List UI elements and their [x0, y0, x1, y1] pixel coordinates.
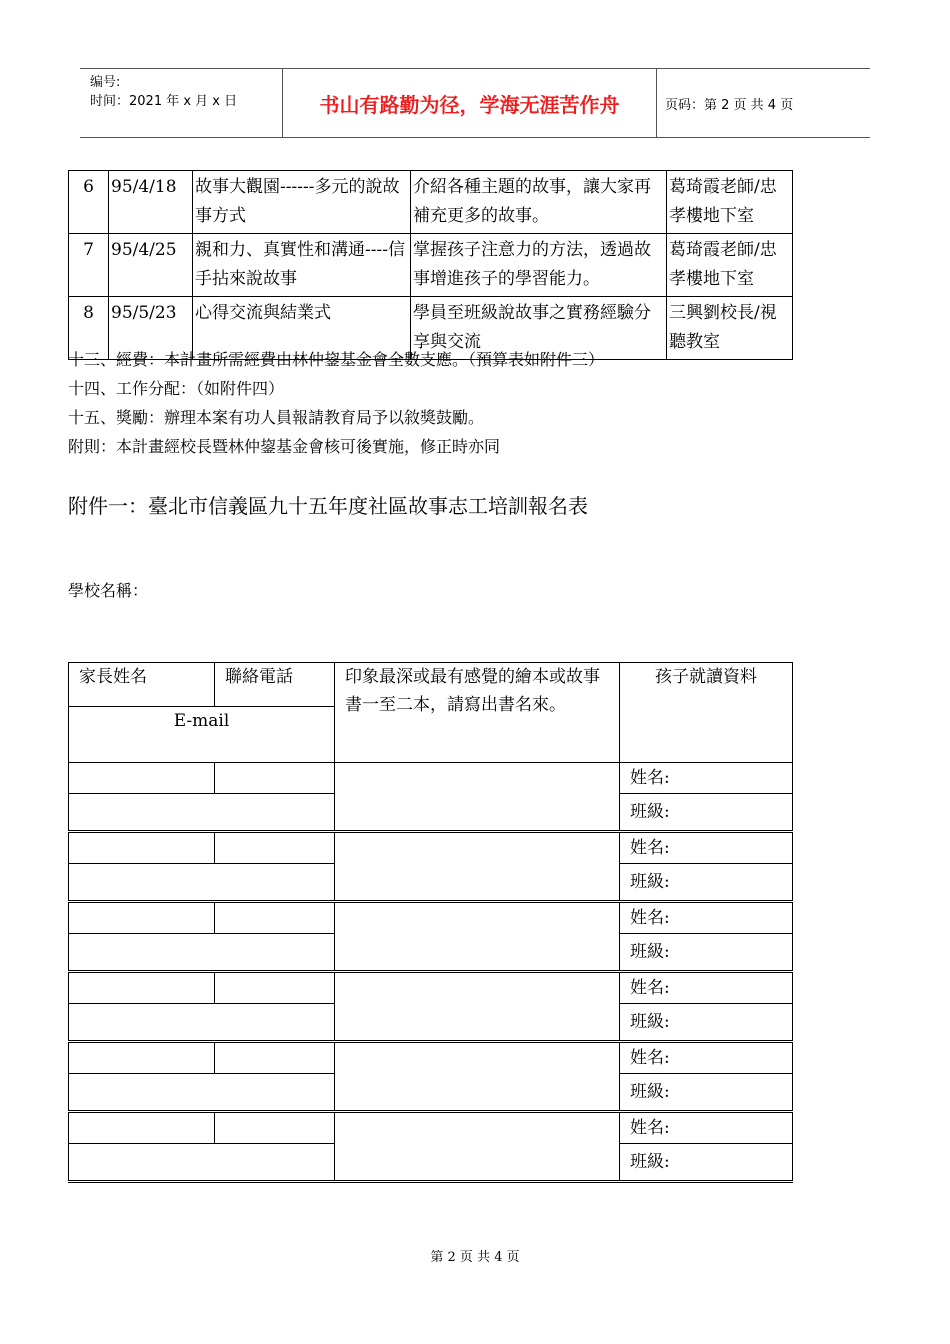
table-row [69, 972, 793, 1004]
child-class-cell[interactable]: 班級: [620, 1144, 793, 1182]
parent-name-cell[interactable] [69, 902, 215, 934]
parent-name-cell[interactable] [69, 1112, 215, 1144]
phone-header: 聯絡電話 [215, 663, 335, 707]
session-topic: 心得交流與結業式 [193, 297, 411, 360]
email-cell[interactable] [69, 864, 335, 902]
book-cell[interactable] [335, 832, 620, 902]
email-cell[interactable] [69, 1004, 335, 1042]
parent-name-cell[interactable] [69, 763, 215, 794]
phone-cell[interactable] [215, 763, 335, 794]
table-row [69, 1112, 793, 1144]
header-meta [90, 73, 237, 111]
child-class-cell[interactable]: 班級: [620, 794, 793, 832]
parent-name-header: 家長姓名 [69, 663, 215, 707]
time-label: 时间：2021 年 x 月 x 日 [90, 94, 238, 109]
email-cell[interactable] [69, 934, 335, 972]
child-name-cell[interactable]: 姓名: [620, 763, 793, 794]
child-class-cell[interactable]: 班級: [620, 864, 793, 902]
table-row [69, 763, 793, 794]
session-place: 葛琦霞老師/忠孝樓地下室 [667, 171, 793, 234]
header-divider [656, 69, 657, 137]
registration-form-table [68, 662, 793, 1183]
child-class-cell[interactable]: 班級: [620, 1074, 793, 1112]
phone-cell[interactable] [215, 972, 335, 1004]
child-name-cell[interactable]: 姓名: [620, 902, 793, 934]
page-footer: 第 2 页 共 4 页 [430, 1250, 520, 1265]
book-cell[interactable] [335, 972, 620, 1042]
phone-cell[interactable] [215, 1112, 335, 1144]
child-class-cell[interactable]: 班級: [620, 1004, 793, 1042]
clause-funding: 十三、經費：本計畫所需經費由林仲鋆基金會全數支應。（預算表如附件三） [68, 350, 605, 369]
session-number: 8 [69, 297, 109, 360]
session-number: 7 [69, 234, 109, 297]
table-row [69, 1042, 793, 1074]
session-content: 掌握孩子注意力的方法，透過故事增進孩子的學習能力。 [411, 234, 667, 297]
clause-work-allocation: 十四、工作分配：（如附件四） [68, 379, 285, 398]
form-header-row [69, 663, 793, 707]
book-cell[interactable] [335, 763, 620, 832]
page-header [80, 68, 870, 138]
book-cell[interactable] [335, 902, 620, 972]
table-row [69, 832, 793, 864]
email-cell[interactable] [69, 794, 335, 832]
session-content: 介紹各種主題的故事，讓大家再補充更多的故事。 [411, 171, 667, 234]
header-motto: 书山有路勤为径，学海无涯苦作舟 [319, 92, 620, 117]
attachment-title: 附件一：臺北市信義區九十五年度社區故事志工培訓報名表 [68, 494, 588, 518]
child-name-cell[interactable]: 姓名: [620, 972, 793, 1004]
session-topic: 故事大觀園------多元的說故事方式 [193, 171, 411, 234]
session-place: 三興劉校長/視聽教室 [667, 297, 793, 360]
clause-rewards: 十五、獎勵：辦理本案有功人員報請教育局予以敘獎鼓勵。 [68, 408, 485, 427]
phone-cell[interactable] [215, 1042, 335, 1074]
book-cell[interactable] [335, 1112, 620, 1182]
session-number: 6 [69, 171, 109, 234]
session-date: 95/5/23 [109, 297, 193, 360]
parent-name-cell[interactable] [69, 1042, 215, 1074]
phone-cell[interactable] [215, 902, 335, 934]
table-row [69, 171, 793, 234]
book-cell[interactable] [335, 1042, 620, 1112]
email-cell[interactable] [69, 1144, 335, 1182]
book-question-header: 印象最深或最有感覺的繪本或故事書一至二本，請寫出書名來。 [335, 663, 620, 763]
serial-label: 编号: [90, 75, 121, 90]
email-header: E-mail [69, 707, 335, 763]
child-class-cell[interactable]: 班級: [620, 934, 793, 972]
clause-appendix-rule: 附則：本計畫經校長暨林仲鋆基金會核可後實施，修正時亦同 [68, 437, 501, 456]
session-place: 葛琦霞老師/忠孝樓地下室 [667, 234, 793, 297]
page-indicator: 页码：第 2 页 共 4 页 [665, 97, 794, 113]
session-date: 95/4/18 [109, 171, 193, 234]
child-name-cell[interactable]: 姓名: [620, 832, 793, 864]
parent-name-cell[interactable] [69, 972, 215, 1004]
phone-cell[interactable] [215, 832, 335, 864]
schedule-table [68, 170, 793, 360]
parent-name-cell[interactable] [69, 832, 215, 864]
session-content: 學員至班級說故事之實務經驗分享與交流 [411, 297, 667, 360]
session-date: 95/4/25 [109, 234, 193, 297]
school-name-label: 學校名稱： [68, 581, 149, 600]
table-row [69, 234, 793, 297]
session-topic: 親和力、真實性和溝通----信手拈來說故事 [193, 234, 411, 297]
table-row [69, 902, 793, 934]
child-name-cell[interactable]: 姓名: [620, 1112, 793, 1144]
child-name-cell[interactable]: 姓名: [620, 1042, 793, 1074]
child-info-header: 孩子就讀資料 [620, 663, 793, 763]
email-cell[interactable] [69, 1074, 335, 1112]
